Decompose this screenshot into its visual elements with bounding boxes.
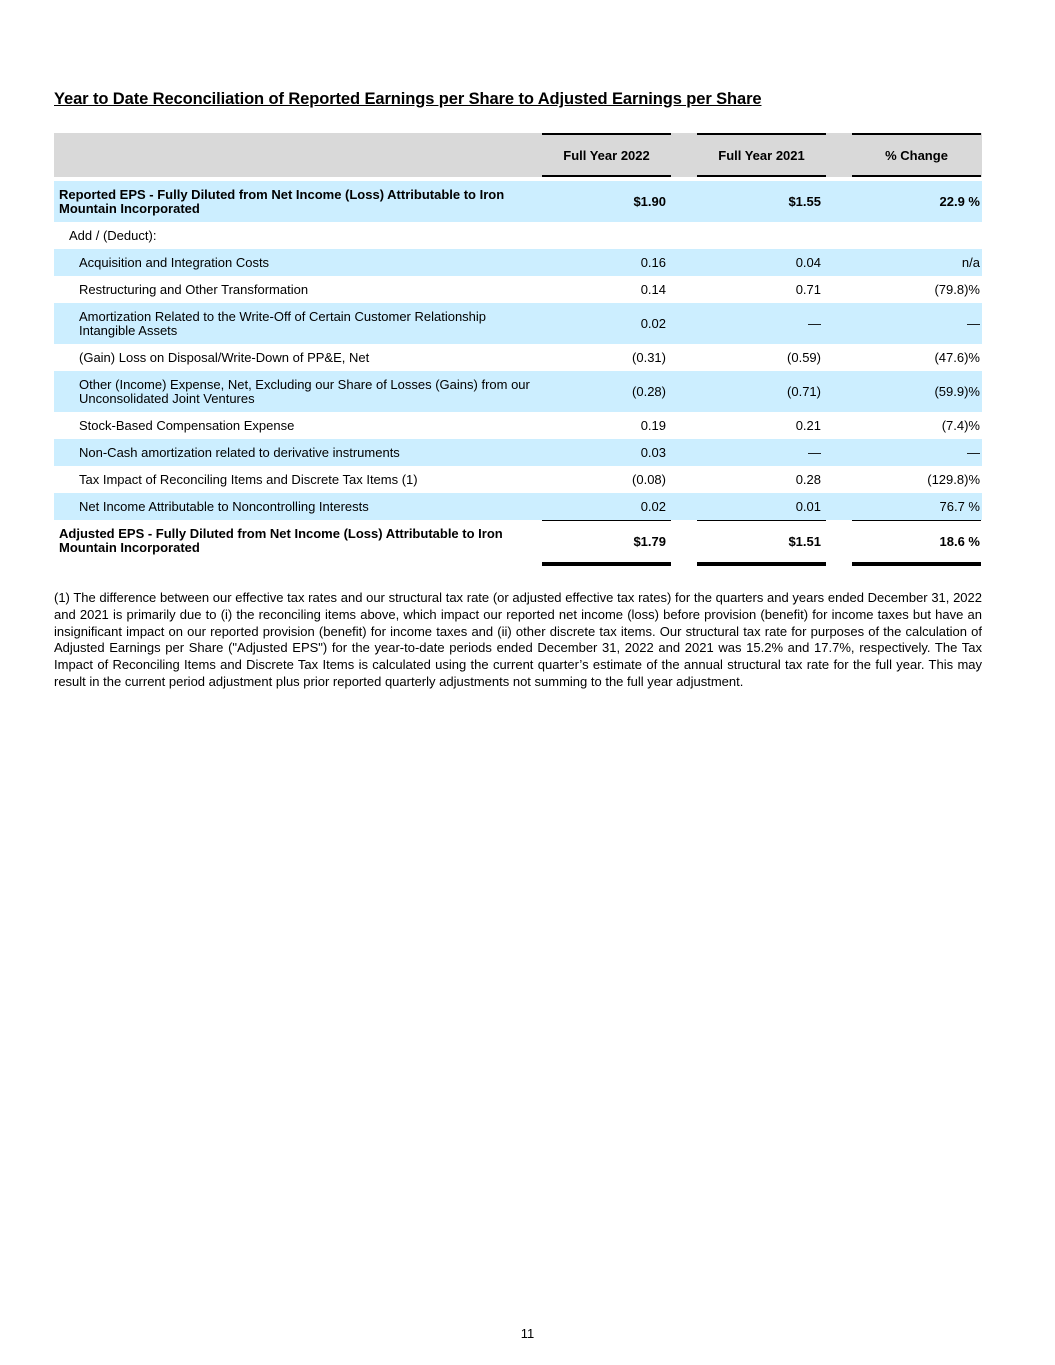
cell-full-year-2022: (0.08) bbox=[632, 472, 666, 487]
cell-percent-change: n/a bbox=[961, 255, 980, 270]
cell-percent-change: 18.6 % bbox=[939, 533, 980, 549]
cell-percent-change: 22.9 % bbox=[939, 194, 980, 209]
cell-percent-change: (59.9)% bbox=[934, 384, 980, 399]
cell-full-year-2021: — bbox=[808, 316, 821, 331]
cell-full-year-2021: 0.01 bbox=[795, 499, 821, 514]
column-header-full-year-2021: Full Year 2021 bbox=[697, 133, 826, 177]
cell-full-year-2022: 0.14 bbox=[640, 282, 666, 297]
row-label: Stock-Based Compensation Expense bbox=[79, 417, 295, 433]
table-row bbox=[54, 412, 982, 439]
cell-full-year-2021: 0.71 bbox=[795, 282, 821, 297]
table-row bbox=[54, 466, 982, 493]
cell-full-year-2021: (0.59) bbox=[787, 350, 821, 365]
cell-percent-change: 76.7 % bbox=[939, 499, 980, 514]
cell-full-year-2022: 0.02 bbox=[640, 499, 666, 514]
row-label: Amortization Related to the Write-Off of Certain Customer Relationship Intangible Assets bbox=[79, 308, 487, 338]
footnote: (1) The difference between our effective tax rates and our structural tax rate (or adjusted effective tax rates) for the quarters and years ended December 31, 2022 and 2021 is primarily due to (i) the reconciling items above, which impact our reported net income (loss) before provision (benefit) for income taxes but have an insignificant impact on our reported provision (benefit) for income taxes and (ii) other discrete tax items. Our structural tax rate for purposes of the calculation of Adjusted Earnings per Share ("Adjusted EPS") for the year-to-date periods ended December 31, 2022 and 2021 was 15.2% and 17.7%, respectively. The Tax Impact of Reconciling Items and Discrete Tax Items is calculated using the current quarter’s estimate of the annual structural tax rate for the full year. This may result in the current period adjustment plus prior reported quarterly adjustments not summing to the full year adjustment. bbox=[54, 590, 982, 689]
cell-full-year-2021: $1.55 bbox=[788, 194, 821, 209]
row-label: Add / (Deduct): bbox=[69, 227, 157, 243]
reconciliation-table bbox=[54, 133, 982, 566]
cell-full-year-2021: — bbox=[808, 445, 821, 460]
cell-full-year-2021: $1.51 bbox=[788, 533, 821, 549]
column-header-percent-change: % Change bbox=[852, 133, 981, 177]
cell-full-year-2021: (0.71) bbox=[787, 384, 821, 399]
row-label: Restructuring and Other Transformation bbox=[79, 281, 309, 297]
table-header bbox=[54, 133, 982, 177]
row-label: Adjusted EPS - Fully Diluted from Net Income (Loss) Attributable to Iron Mountain Incorporated bbox=[59, 526, 503, 555]
table-row bbox=[54, 303, 982, 344]
cell-percent-change: (129.8)% bbox=[927, 472, 980, 487]
cell-full-year-2022: 0.02 bbox=[640, 316, 666, 331]
row-label: Tax Impact of Reconciling Items and Discrete Tax Items (1) bbox=[79, 471, 418, 487]
cell-full-year-2021: 0.04 bbox=[795, 255, 821, 270]
table-row bbox=[54, 276, 982, 303]
row-label: (Gain) Loss on Disposal/Write-Down of PP&E, Net bbox=[79, 349, 370, 365]
table-row bbox=[54, 344, 982, 371]
cell-percent-change: (7.4)% bbox=[941, 418, 980, 433]
row-label: Reported EPS - Fully Diluted from Net Income (Loss) Attributable to Iron Mountain Incorporated bbox=[59, 186, 505, 216]
cell-full-year-2022: $1.90 bbox=[633, 194, 666, 209]
cell-full-year-2022: 0.19 bbox=[640, 418, 666, 433]
total-double-rule bbox=[697, 562, 826, 566]
cell-percent-change: (47.6)% bbox=[934, 350, 980, 365]
table-row bbox=[54, 493, 982, 520]
cell-percent-change: (79.8)% bbox=[934, 282, 980, 297]
table-row bbox=[54, 249, 982, 276]
row-label: Other (Income) Expense, Net, Excluding our Share of Losses (Gains) from our Unconsolidated Joint Ventures bbox=[79, 376, 530, 406]
table-row-add-deduct bbox=[54, 222, 982, 249]
cell-percent-change: — bbox=[967, 316, 980, 331]
table-row-reported-eps bbox=[54, 181, 982, 222]
table-row bbox=[54, 371, 982, 412]
row-label: Net Income Attributable to Noncontrolling Interests bbox=[79, 498, 369, 514]
cell-full-year-2022: 0.16 bbox=[640, 255, 666, 270]
cell-full-year-2022: 0.03 bbox=[640, 445, 666, 460]
cell-full-year-2022: (0.31) bbox=[632, 350, 666, 365]
cell-percent-change: — bbox=[967, 445, 980, 460]
page-number: 11 bbox=[520, 1326, 535, 1341]
cell-full-year-2022: $1.79 bbox=[633, 533, 666, 549]
total-double-rule bbox=[542, 562, 671, 566]
page-title: Year to Date Reconciliation of Reported Earnings per Share to Adjusted Earnings per Share bbox=[54, 90, 762, 108]
total-double-rule bbox=[852, 562, 981, 566]
row-label: Acquisition and Integration Costs bbox=[79, 254, 270, 270]
cell-full-year-2021: 0.21 bbox=[795, 418, 821, 433]
table-row-adjusted-eps bbox=[54, 520, 982, 566]
cell-full-year-2021: 0.28 bbox=[795, 472, 821, 487]
column-header-full-year-2022: Full Year 2022 bbox=[542, 133, 671, 177]
row-label: Non-Cash amortization related to derivative instruments bbox=[79, 444, 400, 460]
table-row bbox=[54, 439, 982, 466]
cell-full-year-2022: (0.28) bbox=[632, 384, 666, 399]
